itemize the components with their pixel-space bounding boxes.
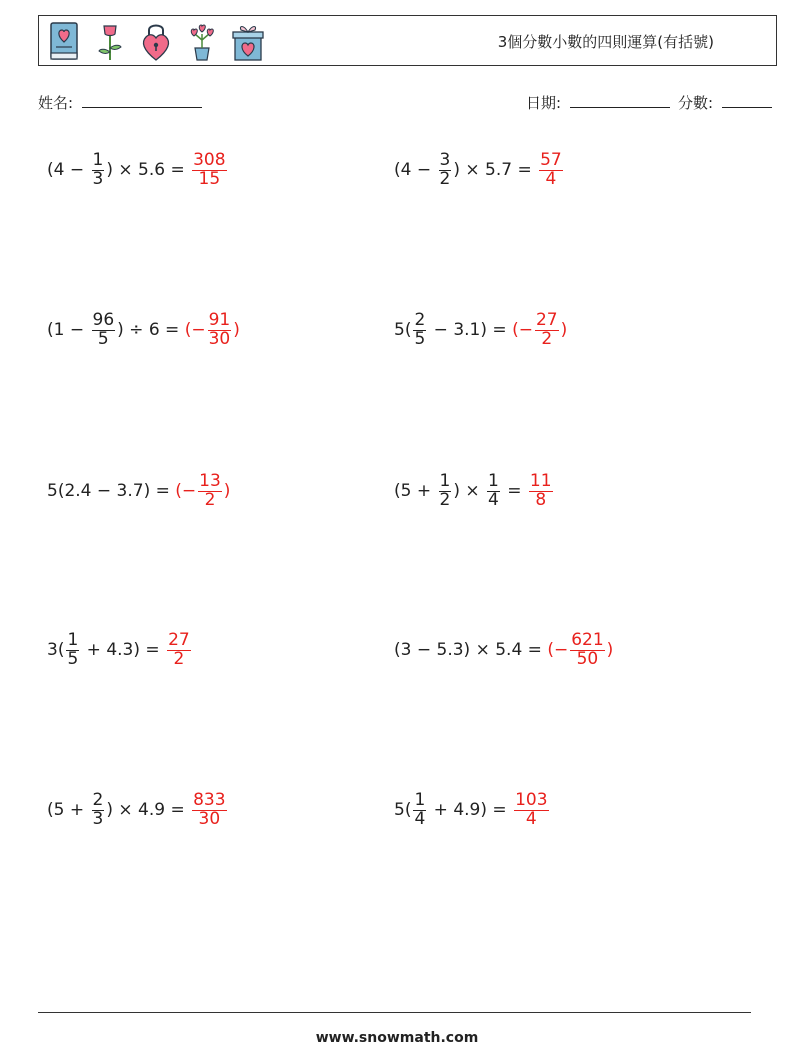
date-field (526, 92, 670, 113)
fraction: $\frac{1}{5}$ (67, 629, 79, 669)
fraction: $\frac{1}{3}$ (92, 149, 104, 189)
answer: $\frac{11}{8}$ (529, 470, 552, 510)
answer: (− $\frac{91}{30}$ ) (184, 309, 240, 349)
heart-lock-icon (139, 20, 173, 62)
problem-1: (4 − $\frac{1}{3}$ ) × 5.6 = $\frac{308}{15}$ (47, 140, 229, 200)
fraction: $\frac{2}{5}$ (414, 309, 426, 349)
date-label: 日期: (526, 94, 562, 112)
problem-8: (3 − 5.3) × 5.4 = (− $\frac{621}{50}$ ) (394, 629, 614, 669)
footer-url[interactable]: www.snowmath.com (315, 1030, 479, 1046)
name-field (38, 92, 202, 113)
score-blank[interactable] (722, 93, 772, 108)
name-blank[interactable] (82, 93, 202, 108)
fraction: $\frac{1}{4}$ (488, 470, 499, 510)
answer: $\frac{308}{15}$ (193, 149, 226, 189)
fraction: $\frac{3}{2}$ (439, 149, 451, 189)
header-icons (47, 20, 265, 62)
fraction: $\frac{1}{4}$ (414, 789, 426, 829)
name-label: 姓名: (38, 94, 74, 112)
date-blank[interactable] (570, 93, 670, 108)
header-box (38, 15, 777, 66)
answer: (− $\frac{13}{2}$ ) (175, 470, 231, 510)
problem-5: 5(2.4 − 3.7) = (− $\frac{13}{2}$ ) (47, 470, 231, 510)
answer: $\frac{103}{4}$ (515, 789, 548, 829)
score-field (678, 92, 772, 113)
answer: $\frac{27}{2}$ (168, 629, 190, 669)
answer: $\frac{833}{30}$ (193, 789, 226, 829)
score-label: 分數: (678, 94, 714, 112)
problem-3: (1 − $\frac{96}{5}$ ) ÷ 6 = (− $\frac{91}{30}$ ) (47, 309, 240, 349)
problem-2: (4 − $\frac{3}{2}$ ) × 5.7 = $\frac{57}{4}$ (394, 140, 565, 200)
worksheet-title: 3個分數小數的四則運算(有括號) (497, 33, 714, 51)
gift-heart-icon (231, 20, 265, 62)
rose-icon (93, 20, 127, 62)
problem-6: (5 + $\frac{1}{2}$ ) × $\frac{1}{4}$ = $\frac{11}{8}$ (394, 461, 555, 521)
answer: $\frac{57}{4}$ (540, 149, 562, 189)
problem-4: 5( $\frac{2}{5}$ − 3.1) = (− $\frac{27}{2}$ ) (394, 309, 568, 349)
answer: (− $\frac{621}{50}$ ) (547, 629, 614, 669)
heart-plant-icon (185, 20, 219, 62)
fraction: $\frac{96}{5}$ (92, 309, 115, 349)
footer-divider (38, 1012, 751, 1013)
book-heart-icon (47, 20, 81, 62)
problem-9: (5 + $\frac{2}{3}$ ) × 4.9 = $\frac{833}{30}$ (47, 780, 229, 840)
fraction: $\frac{2}{3}$ (92, 789, 104, 829)
answer: (− $\frac{27}{2}$ ) (512, 309, 568, 349)
problem-10: 5( $\frac{1}{4}$ + 4.9) = $\frac{103}{4}$ (394, 780, 551, 840)
problem-7: 3( $\frac{1}{5}$ + 4.3) = $\frac{27}{2}$ (47, 620, 193, 680)
fraction: $\frac{1}{2}$ (439, 470, 451, 510)
